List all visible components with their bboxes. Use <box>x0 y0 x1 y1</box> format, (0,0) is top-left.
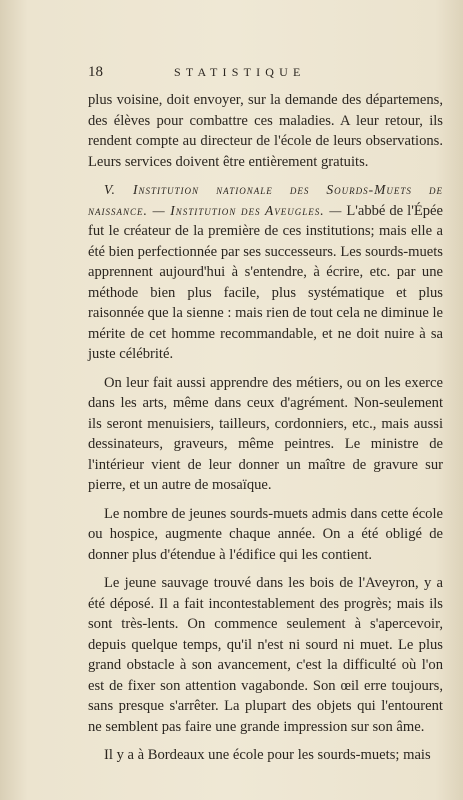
section-heading: V. Institution nationale des Sourds-Muets de naissance. — Institution des Aveugles. — <box>88 182 443 218</box>
paragraph-continuation: plus voisine, doit envoyer, sur la demande des départemens, des élèves pour combattre ces maladies. A leur retour, ils rendent compte au directeur de l'école de leurs observations. Leurs services doivent être entièrement gratuits. <box>88 92 443 170</box>
paragraph: Le jeune sauvage trouvé dans les bois de l'Aveyron, y a été déposé. Il a fait incontestablement des progrès; mais ils sont très-lents. On commence seulement à s'apercevoir, depuis quelque temps, qu'il n'est ni sourd ni muet. Le plus grand obstacle à son avancement, c'est la difficulté où l'on est de fixer son attention vagabonde. Son œil erre toujours, sans presque s'arrêter. La plupart des objets qui l'entourent ne semblent pas faire une grande impression sur son âme. <box>88 575 443 735</box>
paragraph: Il y a à Bordeaux une école pour les sourds-muets; mais <box>104 747 431 763</box>
page-number: 18 <box>88 64 103 80</box>
paragraph: Le nombre de jeunes sourds-muets admis dans cette école ou hospice, augmente chaque année. On a été obligé de donner plus d'étendue à l'édifice qui les contient. <box>88 505 443 563</box>
paragraph-text: L'abbé de l'Épée fut le créateur de la première de ces institutions; mais elle a été bien perfectionnée par ses successeurs. Les sourds-muets apprennent aujourd'hui à s'entendre, à écrire, etc. par une méthode bien plus facile, plus systématique et plus raisonnée que la sienne : mais rien de tout cela ne diminue le mérite de cet homme recommandable, et ne doit nuire à sa juste célébrité. <box>88 202 443 362</box>
paragraph: On leur fait aussi apprendre des métiers, ou on les exerce dans les arts, même dans ceux d'agrément. Non-seulement ils seront menuisiers, tailleurs, cordonniers, etc., mais aussi dessinateurs, graveurs, même peintres. Le ministre de l'intérieur vient de leur donner un maître de gravure sur pierre, et un autre de mosaïque. <box>88 374 443 493</box>
page-header <box>88 64 375 84</box>
body-text <box>88 90 443 766</box>
paragraph-section-v <box>88 180 443 365</box>
running-title: STATISTIQUE <box>174 65 306 79</box>
